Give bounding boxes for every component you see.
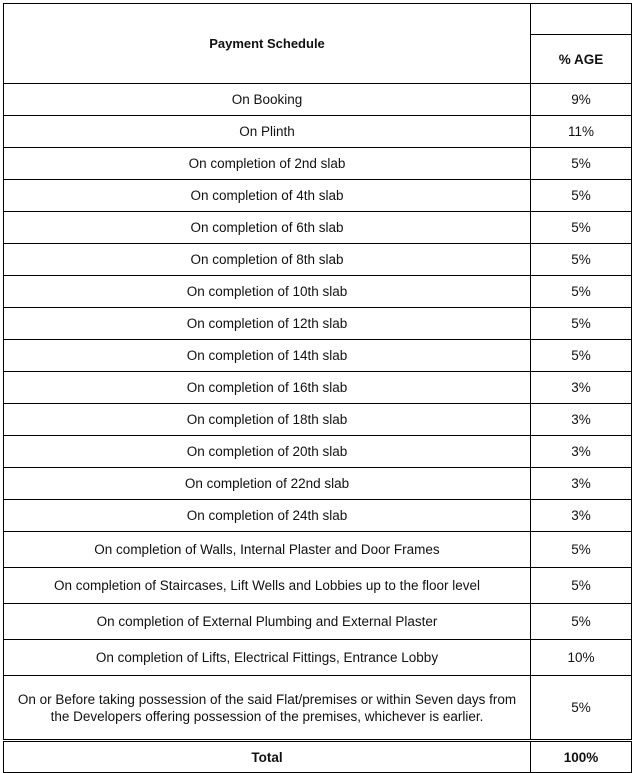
stage-cell: On completion of 12th slab (4, 308, 531, 340)
table-title: Payment Schedule (4, 4, 531, 84)
percent-header-top-cell (531, 4, 632, 35)
stage-cell: On completion of Lifts, Electrical Fittings, Entrance Lobby (4, 640, 531, 676)
percent-cell: 5% (531, 212, 632, 244)
percent-cell: 5% (531, 244, 632, 276)
table-row (4, 212, 632, 244)
stage-cell: On completion of Staircases, Lift Wells and Lobbies up to the floor level (4, 568, 531, 604)
percent-cell: 3% (531, 500, 632, 532)
table-row (4, 340, 632, 372)
percent-cell: 5% (531, 340, 632, 372)
percent-cell: 3% (531, 436, 632, 468)
stage-cell: On completion of 2nd slab (4, 148, 531, 180)
table-row (4, 436, 632, 468)
stage-cell: On completion of 22nd slab (4, 468, 531, 500)
stage-cell: On completion of 6th slab (4, 212, 531, 244)
table-row (4, 244, 632, 276)
total-label: Total (4, 741, 531, 773)
stage-cell: On completion of 14th slab (4, 340, 531, 372)
percent-cell: 11% (531, 116, 632, 148)
total-percent: 100% (531, 741, 632, 773)
percent-cell: 5% (531, 568, 632, 604)
stage-cell: On completion of 4th slab (4, 180, 531, 212)
table-row (4, 116, 632, 148)
table-row (4, 568, 632, 604)
table-row (4, 148, 632, 180)
stage-cell: On Booking (4, 84, 531, 116)
percent-cell: 5% (531, 148, 632, 180)
percent-cell: 5% (531, 276, 632, 308)
stage-cell: On completion of 8th slab (4, 244, 531, 276)
percent-cell: 5% (531, 604, 632, 640)
percent-cell: 10% (531, 640, 632, 676)
percent-cell: 3% (531, 372, 632, 404)
table-row (4, 308, 632, 340)
percent-cell: 3% (531, 404, 632, 436)
stage-cell: On completion of External Plumbing and External Plaster (4, 604, 531, 640)
percent-cell: 3% (531, 468, 632, 500)
payment-schedule-table (3, 3, 632, 773)
table-row (4, 676, 632, 741)
table-row (4, 604, 632, 640)
stage-cell: On completion of Walls, Internal Plaster and Door Frames (4, 532, 531, 568)
percent-column-header: % AGE (531, 35, 632, 84)
stage-cell: On Plinth (4, 116, 531, 148)
stage-cell: On completion of 20th slab (4, 436, 531, 468)
percent-cell: 5% (531, 676, 632, 741)
stage-cell: On completion of 24th slab (4, 500, 531, 532)
percent-cell: 5% (531, 532, 632, 568)
table-row (4, 180, 632, 212)
percent-cell: 9% (531, 84, 632, 116)
table-row (4, 500, 632, 532)
percent-cell: 5% (531, 308, 632, 340)
title-row (4, 4, 632, 35)
percent-cell: 5% (531, 180, 632, 212)
table-row (4, 276, 632, 308)
stage-cell: On or Before taking possession of the said Flat/premises or within Seven days from the Developers offering possession of the premises, whichever is earlier. (4, 676, 531, 741)
table-row (4, 84, 632, 116)
table-row (4, 404, 632, 436)
table-row (4, 468, 632, 500)
table-row (4, 532, 632, 568)
stage-cell: On completion of 10th slab (4, 276, 531, 308)
stage-cell: On completion of 18th slab (4, 404, 531, 436)
stage-cell: On completion of 16th slab (4, 372, 531, 404)
table-row (4, 372, 632, 404)
table-row (4, 640, 632, 676)
